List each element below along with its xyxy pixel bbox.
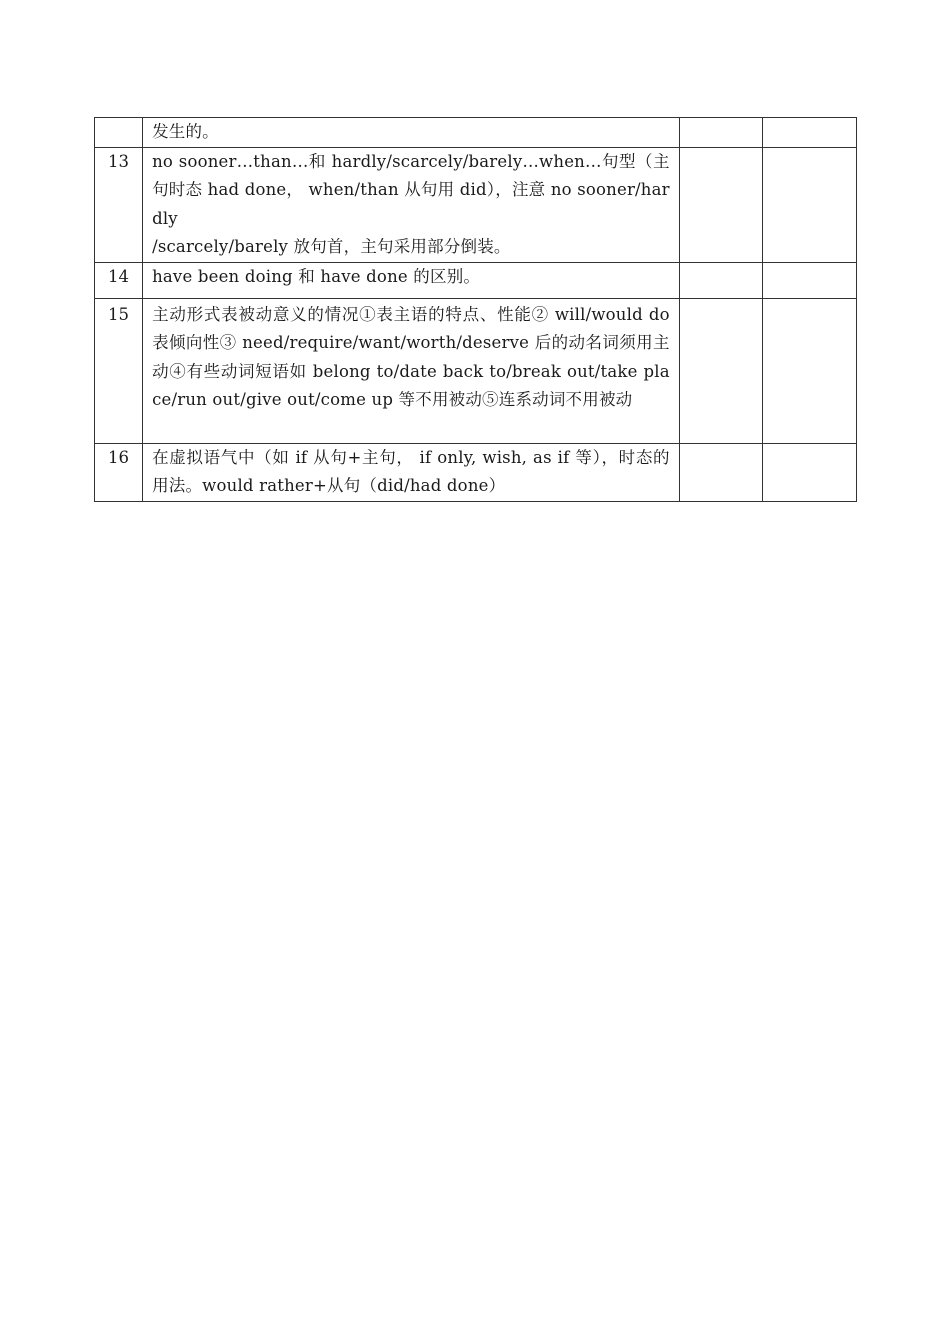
check-cell-b [762,118,856,148]
row-content [143,443,680,501]
check-cell-a [679,443,762,501]
content-line: 主动形式表被动意义的情况①表主语的特点、性能② will/would do 表倾向性③ need/require/want/worth/deserve 后的动名词须用主动④有些动词短语如 belong to/date back to/break out/take place/run out/give out/come up 等不用被动⑤连系动词不用被动 [152,304,670,409]
table-row [95,443,857,501]
content-line: 在虚拟语气中（如 if 从句+主句， if only, wish, as if 等），时态的用法。would rather+从句（did/had done） [152,447,670,495]
row-content [143,262,680,298]
row-content [143,118,680,148]
row-number: 13 [95,147,143,262]
table-row [95,262,857,298]
content-line: no sooner…than…和 hardly/scarcely/barely…when…句型（主句时态 had done， when/than 从句用 did），注意 no sooner/hardly [152,151,670,228]
check-cell-a [679,118,762,148]
row-number: 14 [95,262,143,298]
check-cell-b [762,262,856,298]
content-line: 发生的。 [152,122,219,141]
row-content [143,147,680,262]
table-row [95,147,857,262]
check-cell-b [762,147,856,262]
check-cell-a [679,298,762,443]
check-cell-b [762,443,856,501]
row-number [95,118,143,148]
table-row [95,298,857,443]
check-cell-b [762,298,856,443]
row-number: 16 [95,443,143,501]
check-cell-a [679,147,762,262]
grammar-checklist-table [94,117,857,502]
content-line: have been doing 和 have done 的区别。 [152,266,481,286]
row-number: 15 [95,298,143,443]
row-content [143,298,680,443]
check-cell-a [679,262,762,298]
content-line: /scarcely/barely 放句首，主句采用部分倒装。 [152,237,511,256]
table-row [95,118,857,148]
